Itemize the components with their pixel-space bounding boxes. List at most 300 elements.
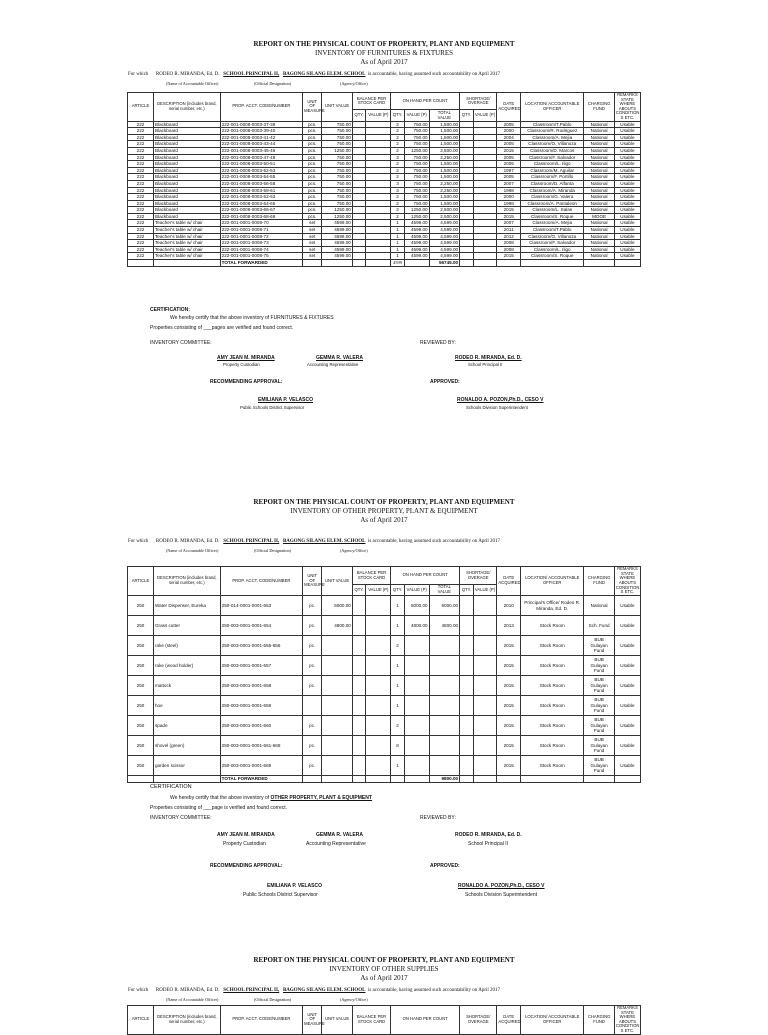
cell-date: 2008 — [497, 246, 521, 253]
cell-unit: pc. — [303, 636, 322, 656]
cell-description: Teacher's table w/ chair — [153, 240, 220, 247]
cell-bal-value — [366, 756, 391, 776]
table-row — [128, 696, 641, 716]
cell-article: 222 — [128, 253, 154, 260]
signatory-superintendent: RONALDO A. POZON,Ph.D., CESO V — [457, 397, 544, 403]
col-prop-code: PROP. ACCT. CODE/NUMBER — [220, 567, 302, 596]
cell-remarks: Usable — [614, 180, 640, 187]
cell-fund: National — [584, 220, 615, 227]
total-value: 9800.00 — [429, 776, 460, 783]
col-on-hand: ON HAND PER COUNT — [391, 1006, 460, 1035]
cell-value: 750.00 — [404, 121, 429, 128]
table-row — [128, 147, 641, 154]
col-unit-value: UNIT VALUE — [322, 93, 353, 122]
cell-bal-value — [366, 616, 391, 636]
cell-bal-qty — [352, 161, 366, 168]
cell-unit-value: 1250.00 — [322, 207, 353, 214]
cell-date: 2015 — [497, 253, 521, 260]
total-cell — [614, 776, 640, 783]
cell-value — [404, 736, 429, 756]
cell-bal-value — [366, 253, 391, 260]
cell-prop-code: 250-003-0001-0001-655-656 — [220, 636, 302, 656]
cell-unit: pcs. — [303, 213, 322, 220]
cell-qty: 1 — [391, 227, 405, 234]
signatory-accounting: GEMMA R. VALERA — [316, 832, 363, 838]
table-row — [128, 636, 641, 656]
cell-bal-qty — [352, 696, 366, 716]
cell-remarks: Usable — [614, 240, 640, 247]
total-cell — [521, 260, 584, 267]
cell-article: 222 — [128, 233, 154, 240]
cell-value: 750.00 — [404, 141, 429, 148]
cell-total-value — [429, 636, 460, 656]
cell-short-value — [473, 227, 497, 234]
total-cell — [303, 776, 322, 783]
signatory-custodian-position: Property Custodian — [223, 841, 266, 847]
cell-qty: 1 — [391, 240, 405, 247]
cell-bal-value — [366, 154, 391, 161]
cell-short-value — [473, 147, 497, 154]
cell-unit: pc. — [303, 616, 322, 636]
cell-bal-value — [366, 147, 391, 154]
cell-bal-qty — [352, 128, 366, 135]
cell-unit: pcs. — [303, 147, 322, 154]
cell-qty: 2 — [391, 161, 405, 168]
cell-location: Stock Room — [521, 736, 584, 756]
cell-total-value: 2,250.00 — [429, 180, 460, 187]
cell-date: 2015 — [497, 656, 521, 676]
cell-article: 222 — [128, 134, 154, 141]
cell-unit-value: 1250.00 — [322, 147, 353, 154]
cell-unit: pcs. — [303, 141, 322, 148]
table-row — [128, 756, 641, 776]
cell-short-value — [473, 676, 497, 696]
cell-article: 222 — [128, 240, 154, 247]
cell-location: Classroom/O. Villanoza — [521, 233, 584, 240]
approved-label: APPROVED: — [430, 863, 460, 869]
cell-description: Blackboard — [153, 200, 220, 207]
cell-fund: National — [584, 240, 615, 247]
cell-fund: National — [584, 161, 615, 168]
cell-date: 2005 — [497, 154, 521, 161]
cell-value: 750.00 — [404, 134, 429, 141]
cell-total-value: 2,500.00 — [429, 147, 460, 154]
cell-description: rake (wood holder) — [153, 656, 220, 676]
inventory-table-other-supplies — [127, 1005, 641, 1035]
cell-date: 2015 — [497, 716, 521, 736]
cell-remarks: Usable — [614, 187, 640, 194]
cell-unit-value: 4800.00 — [322, 616, 353, 636]
cell-article: 250 — [128, 616, 154, 636]
signatory-accounting: GEMMA R. VALERA — [316, 355, 363, 361]
cell-location: Stock Room — [521, 636, 584, 656]
cell-article: 222 — [128, 200, 154, 207]
cell-value: 4599.00 — [404, 227, 429, 234]
cell-bal-qty — [352, 187, 366, 194]
cell-unit-value: 750.00 — [322, 161, 353, 168]
cell-short-qty — [460, 207, 474, 214]
cell-unit-value: 4599.00 — [322, 253, 353, 260]
cell-bal-value — [366, 676, 391, 696]
cell-prop-code: 250-003-0001-0001-669 — [220, 756, 302, 776]
table-row — [128, 200, 641, 207]
signatory-supervisor: EMILIANA P. VELASCO — [258, 397, 314, 403]
total-label: TOTAL FORWARDED — [220, 260, 302, 267]
cell-remarks: Usable — [614, 194, 640, 201]
cell-prop-code: 222-001-0008-0003-54-55 — [220, 174, 302, 181]
cell-total-value: 1,500.00 — [429, 167, 460, 174]
cell-short-qty — [460, 161, 474, 168]
cell-unit: pcs. — [303, 200, 322, 207]
cell-article: 222 — [128, 194, 154, 201]
cell-unit-value: 4599.00 — [322, 240, 353, 247]
cell-total-value — [429, 696, 460, 716]
cell-qty: 2 — [391, 128, 405, 135]
cell-unit-value — [322, 696, 353, 716]
cell-location: Stock Room — [521, 756, 584, 776]
cell-date: 2015 — [497, 756, 521, 776]
col-value: VALUE (P) — [366, 110, 391, 121]
cell-fund: Sch. Fund — [584, 616, 615, 636]
cell-location: Classroom/F. Portillo — [521, 174, 584, 181]
cell-qty: 2 — [391, 716, 405, 736]
total-cell — [473, 260, 497, 267]
cell-description: Blackboard — [153, 134, 220, 141]
cell-unit: set — [303, 233, 322, 240]
cell-fund: National — [584, 147, 615, 154]
cell-prop-code: 222-001-0001-0008-74 — [220, 246, 302, 253]
total-cell — [460, 260, 474, 267]
cell-remarks: Usable — [614, 756, 640, 776]
cell-unit: pcs. — [303, 167, 322, 174]
total-cell — [128, 776, 154, 783]
cell-total-value: 4,599.00 — [429, 240, 460, 247]
cell-unit-value: 750.00 — [322, 121, 353, 128]
cell-prop-code: 222-001-0008-0003-43-44 — [220, 141, 302, 148]
table-row — [128, 596, 641, 616]
cell-prop-code: 222-001-0008-0003-59-61 — [220, 187, 302, 194]
cell-unit: set — [303, 246, 322, 253]
cell-date: 2000 — [497, 128, 521, 135]
cell-unit-value: 750.00 — [322, 200, 353, 207]
cell-bal-value — [366, 696, 391, 716]
table-row — [128, 213, 641, 220]
cell-fund: National — [584, 154, 615, 161]
cell-bal-value — [366, 596, 391, 616]
table-row — [128, 736, 641, 756]
cell-prop-code: 250-003-0001-0001-657 — [220, 656, 302, 676]
cell-remarks: Usable — [614, 716, 640, 736]
cell-location: Classroom/A. Mejia — [521, 220, 584, 227]
cell-remarks: Usable — [614, 147, 640, 154]
cell-qty: 1 — [391, 246, 405, 253]
signatory-accounting-position: Accounting Representative — [307, 362, 359, 367]
cell-bal-value — [366, 656, 391, 676]
cell-bal-qty — [352, 167, 366, 174]
cell-bal-value — [366, 213, 391, 220]
col-qty: QTY. — [352, 585, 366, 596]
cell-fund: National — [584, 233, 615, 240]
cell-article: 250 — [128, 656, 154, 676]
cell-article: 222 — [128, 147, 154, 154]
col-fund: CHARGING FUND — [584, 93, 615, 122]
cell-article: 222 — [128, 207, 154, 214]
col-shortage: SHORTAGE/ OVERAGE — [460, 1006, 497, 1035]
signatory-supervisor: EMILIANA P. VELASCO — [267, 883, 323, 889]
inventory-committee-label: INVENTORY COMMITTEE: — [150, 815, 212, 821]
cell-unit: pcs. — [303, 194, 322, 201]
cell-qty: 8 — [391, 736, 405, 756]
total-cell — [391, 776, 405, 783]
cell-remarks: Usable — [614, 174, 640, 181]
table-row — [128, 180, 641, 187]
section-other-supplies — [0, 956, 768, 982]
cell-bal-qty — [352, 174, 366, 181]
cell-location: Stock Room — [521, 676, 584, 696]
cell-description: Blackboard — [153, 174, 220, 181]
cell-prop-code: 222-001-0001-0008-72 — [220, 233, 302, 240]
cell-short-qty — [460, 167, 474, 174]
total-cell — [153, 260, 220, 267]
cell-location: Classroom/M. Aguilar — [521, 167, 584, 174]
cell-bal-value — [366, 174, 391, 181]
cell-bal-value — [366, 194, 391, 201]
cell-value: 750.00 — [404, 180, 429, 187]
cell-bal-value — [366, 141, 391, 148]
table-row — [128, 616, 641, 636]
cell-bal-qty — [352, 240, 366, 247]
col-value: VALUE (P) — [404, 585, 429, 596]
col-on-hand: ON HAND PER COUNT — [391, 567, 460, 585]
cell-bal-qty — [352, 246, 366, 253]
cell-unit-value — [322, 636, 353, 656]
col-value: VALUE (P) — [404, 110, 429, 121]
cell-location: Classroom/F. Salvador — [521, 240, 584, 247]
cell-location: Classroom/A. Miranda — [521, 187, 584, 194]
cell-description: Blackboard — [153, 167, 220, 174]
cell-short-value — [473, 128, 497, 135]
col-description: DESCRIPTION (includes brand, serial number, etc.) — [153, 1006, 220, 1035]
total-cell — [521, 776, 584, 783]
cell-short-value — [473, 154, 497, 161]
cell-short-value — [473, 180, 497, 187]
cell-qty: 1 — [391, 220, 405, 227]
cell-short-qty — [460, 616, 474, 636]
cell-total-value: 1,500.00 — [429, 200, 460, 207]
cell-article: 250 — [128, 636, 154, 656]
total-label: TOTAL FORWARDED — [220, 776, 302, 783]
cell-remarks: Usable — [614, 616, 640, 636]
cell-total-value: 1,500.00 — [429, 121, 460, 128]
reviewed-by-label: REVIEWED BY: — [420, 815, 456, 821]
cell-qty: 1 — [391, 696, 405, 716]
cell-value: 1250.00 — [404, 207, 429, 214]
cell-bal-qty — [352, 233, 366, 240]
cell-value — [404, 716, 429, 736]
cell-bal-qty — [352, 154, 366, 161]
cell-short-qty — [460, 736, 474, 756]
cell-fund: BUB Gulayan Fund — [584, 676, 615, 696]
cell-article: 222 — [128, 121, 154, 128]
cell-short-value — [473, 167, 497, 174]
cell-short-qty — [460, 756, 474, 776]
cell-description: Blackboard — [153, 147, 220, 154]
cell-bal-qty — [352, 596, 366, 616]
table-row — [128, 134, 641, 141]
cell-date: 2005 — [497, 141, 521, 148]
cell-qty: 1 — [391, 253, 405, 260]
cell-article: 222 — [128, 141, 154, 148]
cell-short-value — [473, 207, 497, 214]
total-cell — [497, 260, 521, 267]
cell-short-qty — [460, 200, 474, 207]
col-date: DATE ACQUIRED — [497, 1006, 521, 1035]
cell-article: 250 — [128, 596, 154, 616]
signatory-supervisor-position: Public Schools District Supervisor — [240, 405, 305, 410]
cell-short-qty — [460, 128, 474, 135]
total-cell — [366, 776, 391, 783]
cell-article: 250 — [128, 716, 154, 736]
section-other-ppe — [0, 498, 768, 524]
report-title: REPORT ON THE PHYSICAL COUNT OF PROPERTY, PLANT AND EQUIPMENT — [253, 40, 515, 48]
cell-bal-value — [366, 240, 391, 247]
cell-unit-value: 750.00 — [322, 154, 353, 161]
col-qty: QTY. — [352, 110, 366, 121]
cell-location: Classroom/L. Iligo — [521, 246, 584, 253]
cell-bal-qty — [352, 227, 366, 234]
cell-date: 1997 — [497, 167, 521, 174]
col-unit-measure: UNIT OF MEASURE — [303, 567, 322, 596]
cell-fund: National — [584, 134, 615, 141]
cell-description: rake (steel) — [153, 636, 220, 656]
cell-unit: pcs. — [303, 121, 322, 128]
cell-bal-qty — [352, 194, 366, 201]
cell-bal-value — [366, 636, 391, 656]
cell-short-qty — [460, 213, 474, 220]
cell-fund: National — [584, 246, 615, 253]
caption-agency: (Agency/Office) — [340, 997, 368, 1002]
cell-location: Classroom/A. Mejia — [521, 134, 584, 141]
cell-value: 750.00 — [404, 194, 429, 201]
col-shortage: SHORTAGE/ OVERAGE — [460, 567, 497, 585]
cell-description: Blackboard — [153, 207, 220, 214]
cell-bal-qty — [352, 636, 366, 656]
cell-description: mattock — [153, 676, 220, 696]
cell-bal-value — [366, 180, 391, 187]
cell-unit: pcs. — [303, 134, 322, 141]
caption-designation: (Official Designation) — [254, 548, 292, 553]
cell-location: Classroom/G. Valera — [521, 194, 584, 201]
cell-short-qty — [460, 636, 474, 656]
table-row — [128, 128, 641, 135]
cell-fund: BUB Gulayan Fund — [584, 636, 615, 656]
cell-qty: 1 — [391, 596, 405, 616]
cell-location: Principal's Office/ Rodeo R. Miranda, Ed. D. — [521, 596, 584, 616]
cell-location: Classroom/T.Pablo — [521, 227, 584, 234]
signatory-custodian-position: Property Custodian — [223, 362, 260, 367]
cell-bal-value — [366, 716, 391, 736]
cell-short-value — [473, 716, 497, 736]
report-subtitle: INVENTORY OF OTHER SUPPLIES — [329, 965, 439, 973]
cell-fund: BUB Gulayan Fund — [584, 696, 615, 716]
cell-value: 4599.00 — [404, 233, 429, 240]
cell-remarks: Usable — [614, 596, 640, 616]
col-total-value: TOTAL VALUE — [429, 110, 460, 121]
cell-short-qty — [460, 141, 474, 148]
total-cell — [584, 776, 615, 783]
cell-remarks: Usable — [614, 141, 640, 148]
cell-total-value: 2,500.00 — [429, 213, 460, 220]
accountability-line: For which RODEO R. MIRANDA, Ed. D. SCHOOL PRINCIPAL II, BAGONG SILANG ELEM. SCHOOL is accountable, having assumed such accountability on April 2017 — [128, 539, 501, 544]
cell-article: 222 — [128, 167, 154, 174]
report-title: REPORT ON THE PHYSICAL COUNT OF PROPERTY, PLANT AND EQUIPMENT — [253, 956, 515, 964]
cell-unit: pc. — [303, 676, 322, 696]
col-unit-value: UNIT VALUE — [322, 567, 353, 596]
cell-total-value: 1,500.00 — [429, 161, 460, 168]
cell-remarks: Usable — [614, 154, 640, 161]
cell-bal-qty — [352, 756, 366, 776]
signatory-principal: RODEO R. MIRANDA, Ed. D. — [455, 355, 522, 361]
cell-unit-value: 750.00 — [322, 194, 353, 201]
cell-unit-value: 1250.00 — [322, 213, 353, 220]
cell-qty: 2 — [391, 194, 405, 201]
cell-qty: 1 — [391, 233, 405, 240]
cell-location: Classroom/O. Villanoza — [521, 141, 584, 148]
cell-remarks: Usable — [614, 207, 640, 214]
cell-unit-value: 750.00 — [322, 128, 353, 135]
table-row — [128, 676, 641, 696]
table-row — [128, 141, 641, 148]
cell-prop-code: 250-003-0001-0001-660 — [220, 716, 302, 736]
cell-fund: BUB Gulayan Fund — [584, 716, 615, 736]
cell-date: 2004 — [497, 134, 521, 141]
cell-prop-code: 222-001-0008-0003-56-58 — [220, 180, 302, 187]
cell-prop-code: 222-001-0008-0003-39-40 — [220, 128, 302, 135]
cell-remarks: Usable — [614, 696, 640, 716]
cell-prop-code: 250-003-0001-0001-654 — [220, 616, 302, 636]
caption-designation: (Official Designation) — [254, 81, 292, 86]
cell-bal-qty — [352, 616, 366, 636]
cell-bal-value — [366, 161, 391, 168]
cell-value: 4599.00 — [404, 253, 429, 260]
cell-short-qty — [460, 253, 474, 260]
cell-value: 750.00 — [404, 154, 429, 161]
signatory-superintendent: RONALDO A. POZON,Ph.D., CESO V — [458, 883, 545, 889]
total-cell — [460, 776, 474, 783]
report-title: REPORT ON THE PHYSICAL COUNT OF PROPERTY, PLANT AND EQUIPMENT — [253, 498, 515, 506]
cell-total-value — [429, 676, 460, 696]
cell-prop-code: 222-001-0008-0003-66-67 — [220, 207, 302, 214]
cell-prop-code: 222-001-0001-0008-70 — [220, 220, 302, 227]
cell-fund: BUB Gulayan Fund — [584, 736, 615, 756]
cell-short-value — [473, 213, 497, 220]
cell-fund: National — [584, 227, 615, 234]
caption-designation: (Official Designation) — [254, 997, 292, 1002]
total-cell — [352, 260, 366, 267]
cell-description: Teacher's table w/ chair — [153, 233, 220, 240]
cell-description: spade — [153, 716, 220, 736]
cell-prop-code: 222-001-0008-0003-47-49 — [220, 154, 302, 161]
table-row — [128, 227, 641, 234]
table-row — [128, 233, 641, 240]
cell-qty: 1 — [391, 676, 405, 696]
cell-prop-code: 222-001-0008-0003-52-53 — [220, 167, 302, 174]
cell-short-value — [473, 253, 497, 260]
col-unit-measure: UNIT OF MEASURE — [303, 1006, 322, 1035]
cell-remarks: Usable — [614, 636, 640, 656]
inventory-committee-label: INVENTORY COMMITTEE: — [150, 340, 212, 346]
cell-bal-value — [366, 200, 391, 207]
